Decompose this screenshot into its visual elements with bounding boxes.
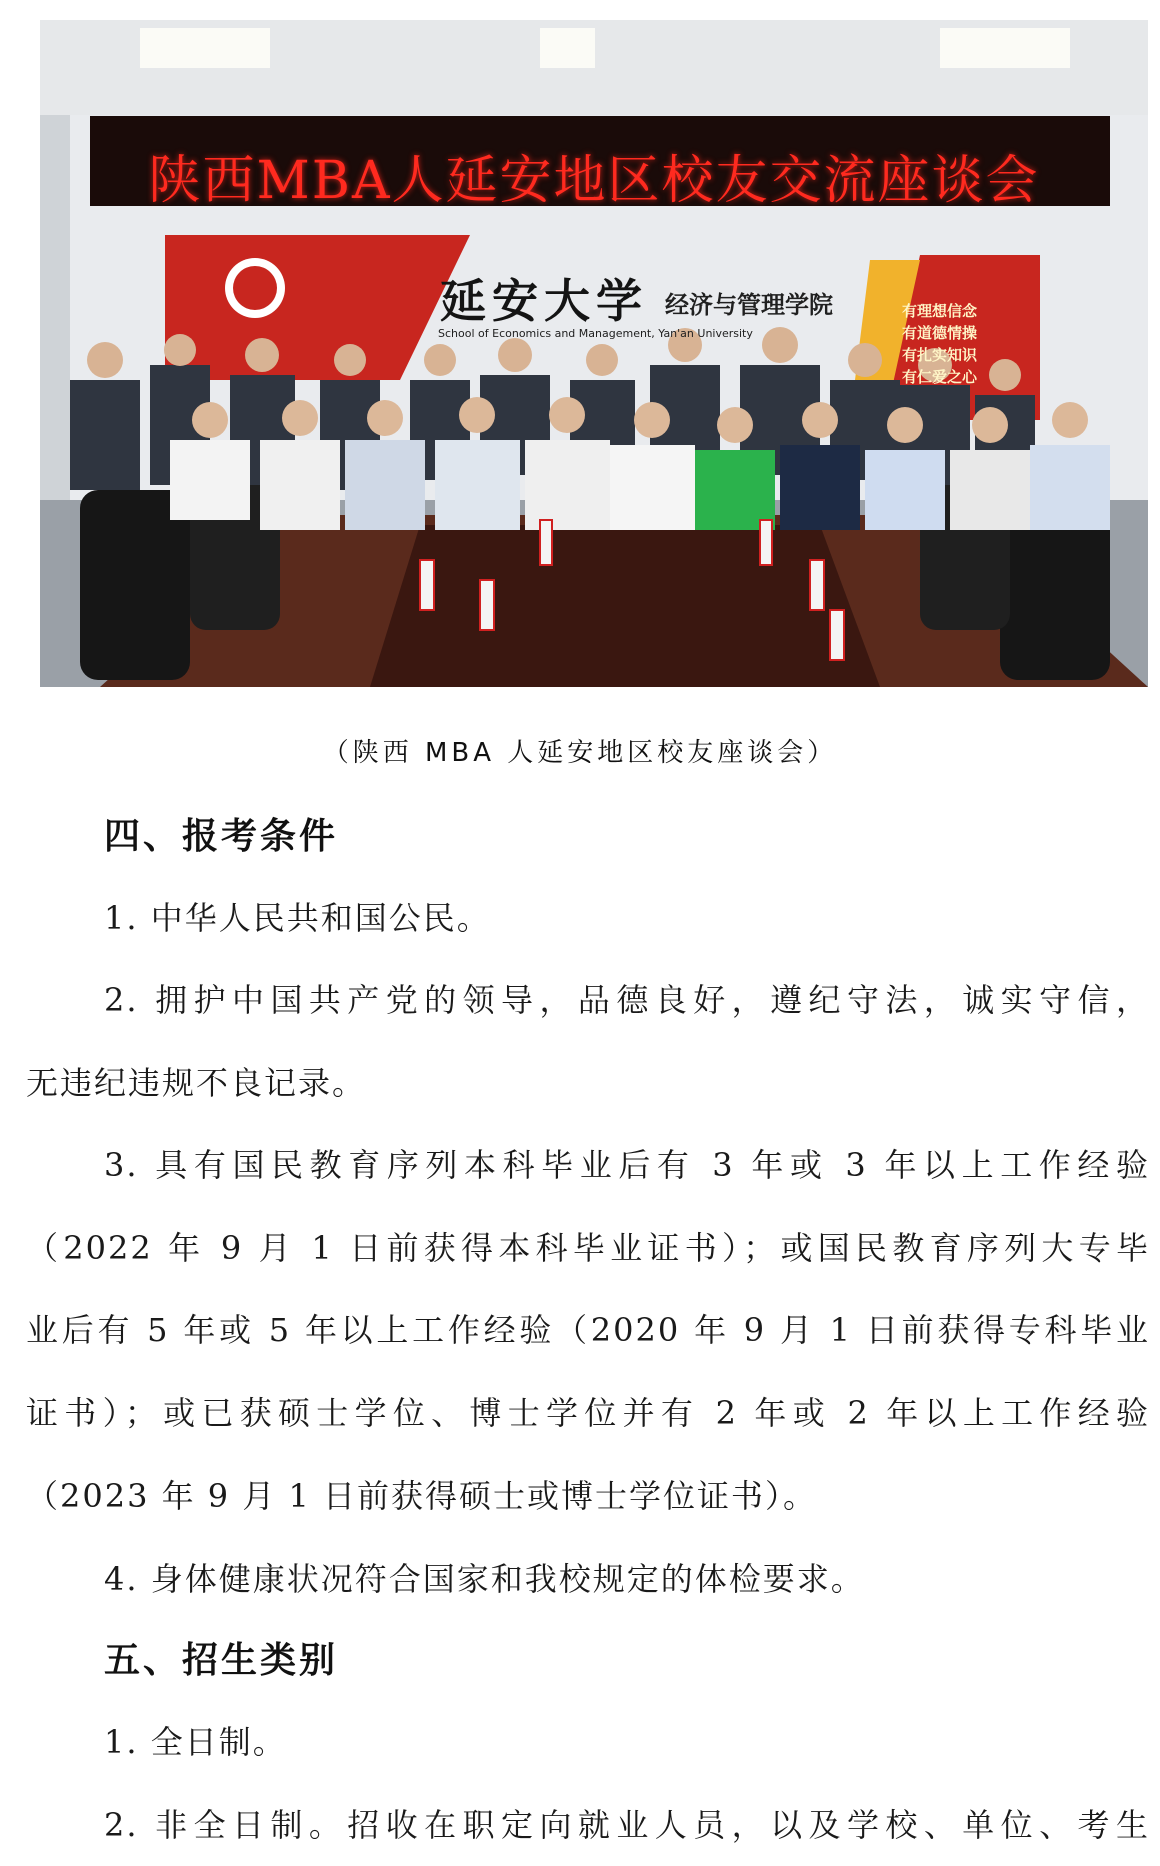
motto-panel xyxy=(902,300,1022,388)
wall-subtitle: 经济与管理学院 xyxy=(665,291,833,319)
paragraph-line: 1. 中华人民共和国公民。 xyxy=(104,899,491,937)
paragraph-line: 4. 身体健康状况符合国家和我校规定的体检要求。 xyxy=(104,1560,865,1598)
paragraph-line: 1. 全日制。 xyxy=(104,1723,287,1761)
motto-line: 有仁爱之心 xyxy=(902,368,978,386)
paragraph-line: 2. 拥护中国共产党的领导，品德良好，遵纪守法，诚实守信， xyxy=(104,981,1150,1019)
paragraph-line: 无违纪违规不良记录。 xyxy=(26,1064,367,1102)
paragraph-line: 业后有 5 年或 5 年以上工作经验（2020 年 9 月 1 日前获得专科毕业 xyxy=(26,1311,1150,1349)
paragraph-line: 3. 具有国民教育序列本科毕业后有 3 年或 3 年以上工作经验 xyxy=(104,1146,1150,1184)
paragraph-line: （2023 年 9 月 1 日前获得硕士或博士学位证书）。 xyxy=(26,1477,818,1515)
motto-line: 有理想信念 xyxy=(902,302,978,320)
photo-caption: （陕西 MBA 人延安地区校友座谈会） xyxy=(322,738,838,768)
section-heading: 五、招生类别 xyxy=(104,1640,339,1681)
wall-title: 延安大学 xyxy=(440,274,648,328)
wall-english: School of Economics and Management, Yan'an University xyxy=(438,327,753,340)
paragraph-line: 2. 非全日制。招收在职定向就业人员，以及学校、单位、考生 xyxy=(104,1806,1150,1844)
motto-line: 有扎实知识 xyxy=(902,346,978,364)
paragraph-line: 证书）；或已获硕士学位、博士学位并有 2 年或 2 年以上工作经验 xyxy=(26,1394,1150,1432)
led-banner-text: 陕西MBA人延安地区校友交流座谈会 xyxy=(148,151,1040,211)
group-photo xyxy=(40,20,1148,687)
motto-line: 有道德情操 xyxy=(902,324,978,342)
section-heading: 四、报考条件 xyxy=(104,816,339,857)
paragraph-line: （2022 年 9 月 1 日前获得本科毕业证书）；或国民教育序列大专毕 xyxy=(26,1229,1150,1267)
